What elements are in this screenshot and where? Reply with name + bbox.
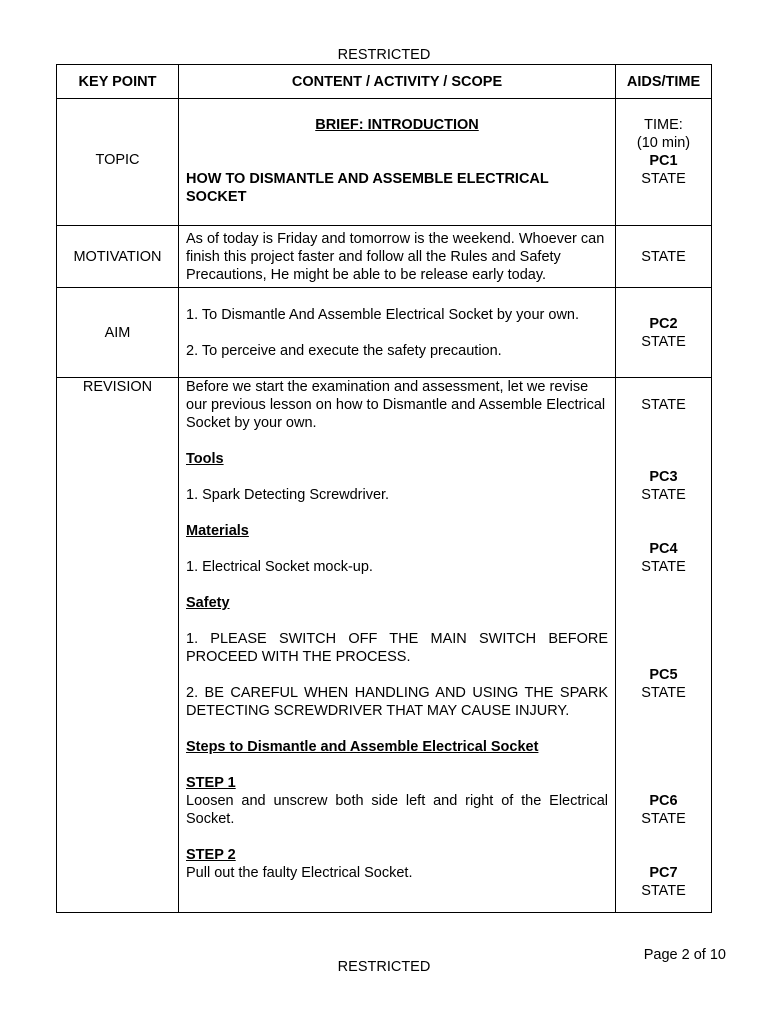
header-classification: RESTRICTED [337, 47, 431, 63]
steps-heading: Steps to Dismantle and Assemble Electrical Socket [186, 739, 539, 755]
step-text: Pull out the faulty Electrical Socket. [186, 865, 413, 881]
tools-item: 1. Spark Detecting Screwdriver. [186, 487, 390, 503]
key-point-aim: AIM [57, 288, 179, 378]
table-row-revision [57, 378, 712, 913]
safety-heading: Safety [186, 595, 230, 611]
state-label: STATE [641, 397, 686, 413]
step-title: STEP 2 [186, 847, 236, 863]
column-header-aids-time: AIDS/TIME [616, 65, 712, 99]
revision-content [179, 378, 616, 913]
table-row-motivation [57, 226, 712, 288]
footer-classification: RESTRICTED [337, 959, 431, 975]
pc-label: PC4 [649, 541, 678, 557]
lesson-plan-table [56, 64, 712, 913]
time-label: TIME: [644, 117, 683, 133]
aim-content [179, 288, 616, 378]
state-label: STATE [641, 811, 686, 827]
state-label: STATE [641, 883, 686, 899]
page-number: Page 2 of 10 [643, 947, 726, 963]
motivation-text: As of today is Friday and tomorrow is the weekend. Whoever can finish this project faster and follow all the Rules and Safety Precautions, He might be able to be release early today. [179, 226, 616, 288]
column-header-content: CONTENT / ACTIVITY / SCOPE [179, 65, 616, 99]
aim-item: 2. To perceive and execute the safety precaution. [186, 342, 502, 359]
pc-label: PC1 [649, 153, 678, 169]
pc-label: PC3 [649, 469, 678, 485]
revision-aids [616, 378, 712, 913]
brief-heading: BRIEF: INTRODUCTION [315, 117, 479, 133]
aim-aids [616, 288, 712, 378]
state-label: STATE [641, 559, 686, 575]
aim-item: 1. To Dismantle And Assemble Electrical Socket by your own. [186, 306, 580, 323]
key-point-revision: REVISION [57, 378, 179, 913]
key-point-motivation: MOTIVATION [57, 226, 179, 288]
pc-label: PC2 [649, 315, 678, 332]
pc-label: PC5 [649, 667, 678, 683]
safety-item: 1. PLEASE SWITCH OFF THE MAIN SWITCH BEFORE PROCEED WITH THE PROCESS. [186, 631, 608, 665]
topic-aids [616, 99, 712, 226]
materials-item: 1. Electrical Socket mock-up. [186, 559, 373, 575]
time-value: (10 min) [636, 135, 691, 151]
state-label: STATE [641, 487, 686, 503]
state-label: STATE [641, 333, 686, 350]
pc-label: PC6 [649, 793, 678, 809]
topic-title: HOW TO DISMANTLE AND ASSEMBLE ELECTRICAL SOCKET [186, 171, 549, 205]
key-point-topic: TOPIC [57, 99, 179, 226]
table-header-row [57, 65, 712, 99]
table-row-aim [57, 288, 712, 378]
materials-heading: Materials [186, 523, 249, 539]
revision-intro: Before we start the examination and assessment, let we revise our previous lesson on how to Dismantle and Assemble Electrical Socket by your own. [186, 379, 606, 431]
state-label: STATE [641, 171, 686, 187]
safety-item: 2. BE CAREFUL WHEN HANDLING AND USING THE SPARK DETECTING SCREWDRIVER THAT MAY CAUSE INJURY. [186, 685, 608, 719]
motivation-state: STATE [616, 226, 712, 288]
tools-heading: Tools [186, 451, 224, 467]
state-label: STATE [641, 685, 686, 701]
step-title: STEP 1 [186, 775, 236, 791]
column-header-key-point: KEY POINT [57, 65, 179, 99]
step-text: Loosen and unscrew both side left and right of the Electrical Socket. [186, 793, 608, 827]
pc-label: PC7 [649, 865, 678, 881]
table-row-topic [57, 99, 712, 226]
topic-content [179, 99, 616, 226]
